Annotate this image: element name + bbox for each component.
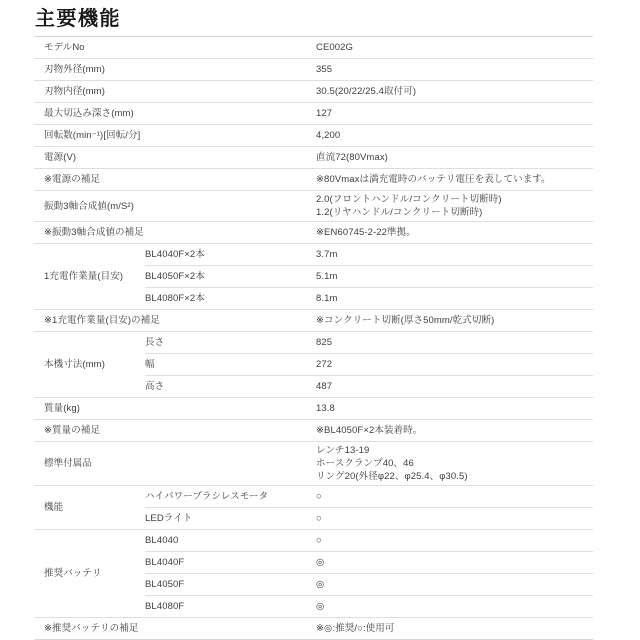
sub-row-label: BL4040F (145, 557, 185, 568)
row-label: ※1充電作業量(目安)の補足 (44, 315, 160, 326)
table-row (34, 243, 593, 309)
table-sub-row (145, 265, 593, 287)
row-label: 質量(kg) (44, 403, 80, 414)
row-value-line: レンチ13-19 (316, 445, 370, 456)
row-label: 機能 (44, 502, 64, 513)
row-value (316, 147, 593, 168)
table-row (34, 529, 593, 617)
row-label: 刃物内径(mm) (44, 86, 105, 97)
row-label: ※推奨バッテリの補足 (44, 623, 139, 634)
row-value (316, 618, 593, 639)
sub-row-value: 487 (316, 381, 333, 392)
sub-row-value: 8.1m (316, 293, 338, 304)
table-row (34, 309, 593, 331)
table-sub-row (145, 375, 593, 397)
row-label: 本機寸法(mm) (44, 359, 105, 370)
row-label: モデルNo (44, 42, 85, 53)
sub-row-value: 5.1m (316, 271, 338, 282)
row-label: 推奨バッテリ (44, 568, 102, 579)
row-value-line: ※コンクリート切断(厚さ50mm/乾式切断) (316, 315, 495, 326)
spec-table (34, 36, 593, 640)
sub-row-label: LEDライト (145, 513, 193, 524)
sub-row-value: ◎ (316, 579, 325, 590)
row-value (316, 222, 593, 243)
sub-row-value: 272 (316, 359, 333, 370)
row-value-line: CE002G (316, 42, 354, 53)
sub-row-label: 長さ (145, 337, 165, 348)
table-sub-row (145, 551, 593, 573)
sub-row-value: 3.7m (316, 249, 338, 260)
row-value (316, 81, 593, 102)
row-label: 刃物外径(mm) (44, 64, 105, 75)
table-row (34, 37, 593, 58)
sub-row-group (145, 244, 593, 309)
table-row (34, 485, 593, 529)
table-sub-row (145, 244, 593, 265)
row-value (316, 398, 593, 419)
table-row (34, 397, 593, 419)
table-row (34, 168, 593, 190)
table-row (34, 58, 593, 80)
sub-row-group (145, 530, 593, 617)
row-value-line: 30.5(20/22/25.4取付可) (316, 86, 417, 97)
table-row (34, 331, 593, 397)
sub-row-label: BL4080F (145, 601, 185, 612)
row-label: 電源(V) (44, 152, 77, 163)
row-value-line: 直流72(80Vmax) (316, 152, 388, 163)
row-label: ※振動3軸合成値の補足 (44, 227, 144, 238)
sub-row-value: ◎ (316, 557, 325, 568)
table-sub-row (145, 507, 593, 529)
row-value (316, 420, 593, 441)
row-label: ※質量の補足 (44, 425, 101, 436)
table-row (34, 441, 593, 485)
table-sub-row (145, 530, 593, 551)
row-value (316, 37, 593, 58)
row-label: 回転数(min⁻¹)[回転/分] (44, 130, 141, 141)
row-value-line: リング20(外径φ22、φ25.4、φ30.5) (316, 471, 468, 482)
row-value-line: 127 (316, 108, 333, 119)
table-row (34, 190, 593, 221)
table-row (34, 221, 593, 243)
table-sub-row (145, 595, 593, 617)
row-label: 標準付属品 (44, 458, 93, 469)
sub-row-value: ○ (316, 513, 322, 524)
sub-row-group (145, 332, 593, 397)
table-row (34, 146, 593, 168)
row-value (316, 59, 593, 80)
row-label: 振動3軸合成値(m/S²) (44, 200, 134, 212)
row-value-line: 2.0(フロントハンドル/コンクリート切断時) (316, 194, 502, 205)
row-value (316, 310, 593, 331)
sub-row-value: ◎ (316, 601, 325, 612)
sub-row-label: BL4040 (145, 535, 179, 546)
row-label: 1充電作業量(目安) (44, 271, 124, 282)
row-value-line: ※BL4050F×2本装着時。 (316, 425, 423, 436)
row-value (316, 442, 593, 485)
row-value (316, 125, 593, 146)
sub-row-label: ハイパワーブラシレスモータ (145, 491, 269, 502)
table-sub-row (145, 287, 593, 309)
row-value-line: 1.2(リヤハンドル/コンクリート切断時) (316, 207, 483, 218)
row-label: 最大切込み深さ(mm) (44, 108, 134, 119)
sub-row-label: 幅 (145, 359, 155, 370)
sub-row-value: ○ (316, 535, 322, 546)
sub-row-label: 高さ (145, 381, 165, 392)
sub-row-value: ○ (316, 491, 322, 502)
row-label: ※電源の補足 (44, 174, 101, 185)
row-value (316, 103, 593, 124)
sub-row-label: BL4080F×2本 (145, 293, 205, 304)
table-row (34, 80, 593, 102)
row-value-line: ホースクランプ40、46 (316, 458, 414, 469)
row-value-line: ※◎:推奨/○:使用可 (316, 623, 395, 634)
row-value (316, 191, 593, 221)
row-value-line: ※EN60745-2-22準拠。 (316, 227, 416, 238)
table-sub-row (145, 353, 593, 375)
sub-row-label: BL4050F (145, 579, 185, 590)
sub-row-value: 825 (316, 337, 333, 348)
row-value (316, 169, 593, 190)
table-row (34, 617, 593, 639)
sub-row-group (145, 486, 593, 529)
table-sub-row (145, 332, 593, 353)
sub-row-label: BL4050F×2本 (145, 271, 205, 282)
row-value-line: 13.8 (316, 403, 335, 414)
row-value-line: 4,200 (316, 130, 341, 141)
table-row (34, 124, 593, 146)
sub-row-label: BL4040F×2本 (145, 249, 205, 260)
page-title: 主要機能 (35, 8, 121, 30)
table-sub-row (145, 573, 593, 595)
table-sub-row (145, 486, 593, 507)
table-row (34, 419, 593, 441)
table-row (34, 102, 593, 124)
row-value-line: ※80Vmaxは満充電時のバッテリ電圧を表しています。 (316, 174, 551, 185)
row-value-line: 355 (316, 64, 333, 75)
